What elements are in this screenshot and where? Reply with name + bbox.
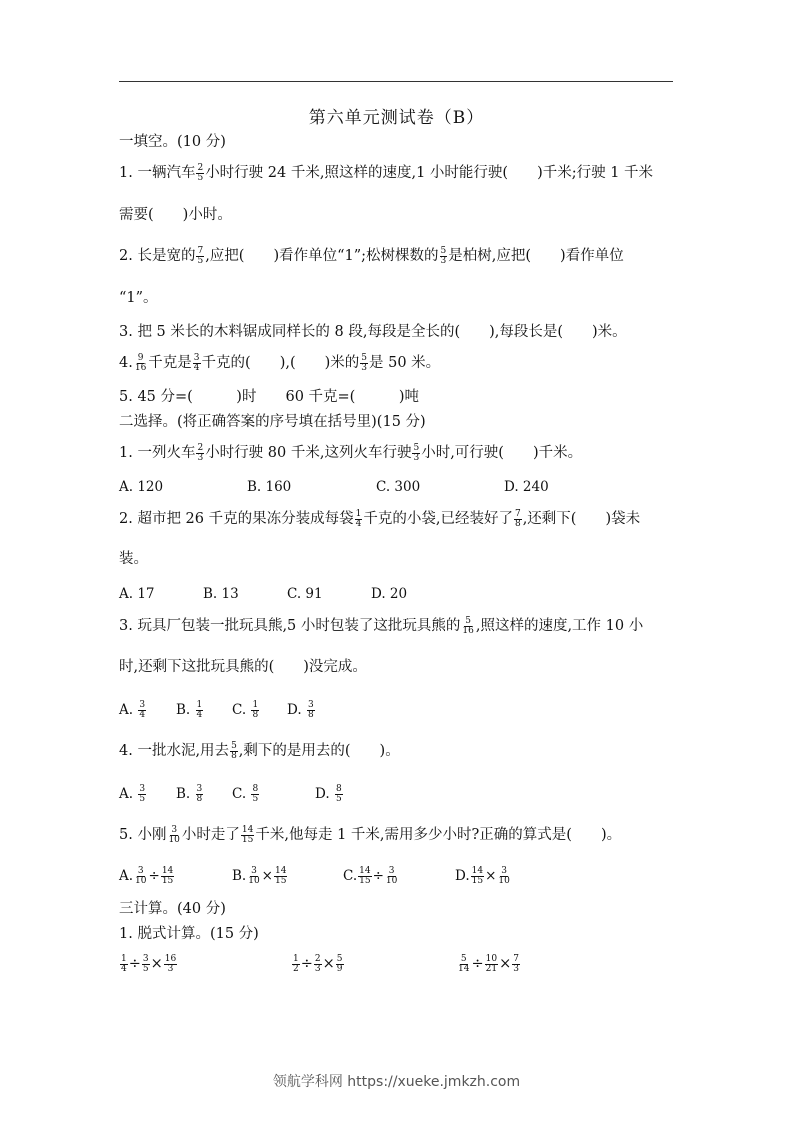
- fraction: [440, 247, 448, 266]
- denominator: 10: [168, 834, 180, 845]
- fraction: [457, 955, 470, 974]
- denominator: 8: [196, 794, 203, 804]
- operator: ÷: [148, 868, 160, 884]
- numerator: 3: [251, 866, 257, 876]
- fraction: [164, 955, 177, 974]
- calc-expression-2: [291, 954, 345, 974]
- numerator: 2: [197, 162, 204, 173]
- choice-q5-option-b: [232, 866, 288, 886]
- operator: ×: [485, 868, 497, 884]
- numerator: 14: [161, 866, 174, 876]
- numerator: 3: [388, 866, 395, 876]
- fraction: [514, 510, 522, 529]
- numerator: 3: [137, 866, 144, 876]
- numerator: 1: [252, 700, 259, 710]
- choice-q5-option-d: [455, 866, 512, 886]
- denominator: 10: [248, 876, 260, 886]
- text-run: 4.: [119, 355, 133, 371]
- choice-q3-line1: [119, 616, 643, 636]
- choice-q2-option-b: [203, 584, 239, 604]
- numerator: 10: [485, 953, 498, 964]
- numerator: 3: [196, 784, 203, 794]
- fraction: [196, 164, 204, 183]
- option-letter: C.: [232, 786, 251, 802]
- fraction: [196, 247, 204, 266]
- numerator: 14: [241, 824, 254, 835]
- fraction: [138, 701, 146, 720]
- text-run: ÷: [471, 956, 484, 972]
- choice-q5: [119, 825, 621, 845]
- fraction: [314, 955, 322, 974]
- option-text: C. 91: [287, 586, 323, 602]
- text-run: 2. 长是宽的: [119, 248, 196, 264]
- denominator: 15: [274, 876, 287, 886]
- fraction: [138, 785, 146, 804]
- text-run: ,照这样的速度,工作 10 小: [475, 618, 644, 634]
- choice-q2-option-a: [119, 584, 155, 604]
- numerator: 2: [314, 953, 321, 964]
- denominator: 4: [196, 710, 203, 720]
- option-text: D. 240: [504, 479, 549, 495]
- option-text: D. 20: [371, 586, 408, 602]
- numerator: 2: [197, 442, 204, 453]
- denominator: 10: [498, 876, 510, 886]
- fraction: [385, 867, 398, 886]
- numerator: 7: [197, 245, 204, 256]
- text-run: 4. 一批水泥,用去: [119, 743, 230, 759]
- denominator: 5: [197, 255, 204, 266]
- option-text: B. 160: [247, 479, 292, 495]
- fill-q4: [119, 353, 440, 373]
- option-text: A. 17: [119, 586, 155, 602]
- text-run: 1. 一辆汽车: [119, 165, 196, 181]
- option-letter: B.: [232, 868, 247, 884]
- numerator: 5: [413, 442, 420, 453]
- fill-q1-line2: [119, 205, 232, 225]
- denominator: 5: [197, 172, 204, 183]
- denominator: 15: [241, 834, 254, 845]
- text-run: 5. 45 分=( )时 60 千克=( )吨: [119, 389, 419, 405]
- choice-q5-option-a: [119, 866, 175, 886]
- text-run: 是柏树,应把( )看作单位: [448, 248, 624, 264]
- choice-q3-option-a: [119, 700, 147, 720]
- choice-q1-option-a: [119, 477, 163, 497]
- fraction: [134, 354, 147, 373]
- fill-q3: [119, 322, 627, 342]
- fraction: [196, 701, 204, 720]
- fill-q2-line2: [119, 288, 158, 308]
- calc-expression-1: [119, 954, 178, 974]
- option-letter: D.: [455, 868, 470, 884]
- fraction: [485, 955, 498, 974]
- numerator: 3: [171, 824, 178, 835]
- option-letter: B.: [176, 786, 195, 802]
- numerator: 3: [307, 700, 314, 710]
- fraction: [241, 826, 254, 845]
- fraction: [412, 444, 420, 463]
- text-run: “1”。: [119, 290, 158, 306]
- choice-q3-option-d: [287, 700, 316, 720]
- text-run: 小时行驶 80 千米,这列火车行驶: [205, 445, 412, 461]
- denominator: 5: [139, 794, 146, 804]
- text-run: 3. 把 5 米长的木料锯成同样长的 8 段,每段是全长的( ),每段长是( )米。: [119, 324, 627, 340]
- text-run: 5. 小刚: [119, 827, 167, 843]
- section-3-heading: [119, 899, 226, 919]
- denominator: 2: [293, 963, 299, 974]
- page-title: 第六单元测试卷（B）: [308, 108, 485, 128]
- text-run: 千克是: [148, 355, 192, 371]
- text-run: 千克的( ),( )米的: [201, 355, 360, 371]
- option-letter: C.: [343, 868, 358, 884]
- option-letter: C.: [232, 702, 251, 718]
- text-run: 小时,可行驶( )千米。: [421, 445, 583, 461]
- numerator: 5: [361, 352, 368, 363]
- denominator: 15: [161, 876, 174, 886]
- fraction: [336, 955, 344, 974]
- fraction: [292, 955, 300, 974]
- text-run: 装。: [119, 551, 148, 567]
- numerator: 14: [471, 866, 484, 876]
- choice-q4: [119, 741, 400, 761]
- choice-q2-option-d: [371, 584, 407, 604]
- option-letter: A.: [119, 786, 138, 802]
- section-1-heading: [119, 132, 226, 152]
- choice-q2-line1: [119, 509, 640, 529]
- text-run: ,应把( )看作单位“1”;松树棵数的: [205, 248, 439, 264]
- text-run: 小时走了: [181, 827, 240, 843]
- denominator: 8: [514, 518, 521, 529]
- fraction: [358, 867, 371, 886]
- text-run: ×: [499, 956, 512, 972]
- numerator: 7: [513, 953, 519, 964]
- denominator: 4: [139, 710, 146, 720]
- numerator: 5: [440, 245, 447, 256]
- denominator: 10: [135, 876, 147, 886]
- choice-q1: [119, 443, 582, 463]
- option-letter: D.: [315, 786, 334, 802]
- choice-q1-option-c: [376, 477, 420, 497]
- header-rule: [119, 81, 673, 82]
- numerator: 1: [355, 508, 362, 519]
- option-letter: B.: [176, 702, 195, 718]
- text-run: 二选择。(将正确答案的序号填在括号里)(15 分): [119, 414, 426, 430]
- denominator: 3: [440, 255, 447, 266]
- numerator: 1: [121, 953, 127, 964]
- numerator: 7: [514, 508, 521, 519]
- denominator: 16: [462, 625, 474, 636]
- choice-q4-option-d: [315, 784, 344, 804]
- text-run: 需要( )小时。: [119, 207, 232, 223]
- denominator: 3: [513, 963, 519, 974]
- denominator: 15: [359, 876, 371, 886]
- numerator: 5: [336, 953, 343, 964]
- calc-expression-3: [456, 954, 521, 974]
- denominator: 4: [193, 362, 200, 373]
- numerator: 3: [139, 700, 146, 710]
- denominator: 15: [471, 876, 484, 886]
- text-run: 是 50 米。: [369, 355, 441, 371]
- text-run: 一填空。(10 分): [119, 134, 226, 150]
- denominator: 14: [458, 963, 470, 974]
- option-text: A. 120: [119, 479, 164, 495]
- numerator: 16: [164, 953, 177, 964]
- text-run: 小时行驶 24 千米,照这样的速度,1 小时能行驶( )千米;行驶 1 千米: [205, 165, 654, 181]
- option-text: B. 13: [203, 586, 239, 602]
- option-letter: A.: [119, 702, 138, 718]
- numerator: 14: [359, 866, 371, 876]
- fraction: [360, 354, 368, 373]
- choice-q3-option-c: [232, 700, 260, 720]
- numerator: 1: [293, 953, 299, 964]
- fill-q2-line1: [119, 246, 624, 266]
- fraction: [251, 785, 259, 804]
- choice-q4-option-b: [176, 784, 204, 804]
- denominator: 21: [485, 963, 498, 974]
- fraction: [497, 867, 510, 886]
- fraction: [196, 444, 204, 463]
- choice-q1-option-d: [504, 477, 549, 497]
- fraction: [196, 785, 204, 804]
- fraction: [142, 955, 150, 974]
- denominator: 8: [307, 710, 314, 720]
- fraction: [307, 701, 315, 720]
- denominator: 3: [167, 963, 174, 974]
- denominator: 4: [355, 518, 362, 529]
- footer-watermark: 领航学科网 https://xueke.jmkzh.com: [272, 1074, 521, 1090]
- option-letter: D.: [287, 702, 306, 718]
- text-run: 1. 脱式计算。(15 分): [119, 926, 259, 942]
- text-run: 时,还剩下这批玩具熊的( )没完成。: [119, 659, 367, 675]
- fraction: [161, 867, 174, 886]
- denominator: 4: [121, 963, 127, 974]
- denominator: 3: [413, 452, 420, 463]
- numerator: 3: [139, 784, 146, 794]
- operator: ÷: [372, 868, 384, 884]
- choice-q4-option-c: [232, 784, 260, 804]
- choice-q2-line2: [119, 549, 148, 569]
- denominator: 3: [361, 362, 368, 373]
- choice-q3-line2: [119, 657, 367, 677]
- denominator: 5: [252, 794, 259, 804]
- denominator: 5: [142, 963, 149, 974]
- fraction: [230, 742, 238, 761]
- fraction: [134, 867, 147, 886]
- choice-q4-option-a: [119, 784, 147, 804]
- numerator: 5: [460, 953, 467, 964]
- text-run: 三计算。(40 分): [119, 901, 226, 917]
- denominator: 10: [385, 876, 398, 886]
- text-run: 2. 超市把 26 千克的果冻分装成每袋: [119, 511, 354, 527]
- text-run: 1. 一列火车: [119, 445, 196, 461]
- numerator: 14: [274, 866, 287, 876]
- denominator: 5: [335, 794, 342, 804]
- operator: ×: [261, 868, 273, 884]
- choice-q2-option-c: [287, 584, 323, 604]
- denominator: 8: [231, 750, 237, 761]
- text-run: 3. 玩具厂包装一批玩具熊,5 小时包装了这批玩具熊的: [119, 618, 461, 634]
- fraction: [355, 510, 363, 529]
- text-run: 千米,他每走 1 千米,需用多少小时?正确的算式是( )。: [255, 827, 622, 843]
- denominator: 3: [314, 963, 321, 974]
- denominator: 9: [336, 963, 343, 974]
- fraction: [251, 701, 259, 720]
- numerator: 3: [501, 866, 507, 876]
- numerator: 5: [465, 615, 471, 626]
- text-run: ,还剩下( )袋未: [522, 511, 641, 527]
- fraction: [193, 354, 201, 373]
- numerator: 9: [137, 352, 144, 363]
- section-2-heading: [119, 412, 426, 432]
- option-text: C. 300: [376, 479, 421, 495]
- text-run: ×: [150, 956, 163, 972]
- choice-q3-option-b: [176, 700, 204, 720]
- denominator: 8: [252, 710, 259, 720]
- calc-expressions-row: [110, 950, 710, 978]
- fill-q5: [119, 387, 419, 407]
- numerator: 3: [193, 352, 200, 363]
- numerator: 1: [196, 700, 203, 710]
- text-run: ,剩下的是用去的( )。: [238, 743, 400, 759]
- fraction: [461, 617, 474, 636]
- choice-q1-option-b: [247, 477, 291, 497]
- fraction: [512, 955, 520, 974]
- denominator: 16: [134, 362, 147, 373]
- calc-sub1-heading: [119, 924, 259, 944]
- numerator: 8: [252, 784, 259, 794]
- fraction: [120, 955, 128, 974]
- choice-q5-option-c: [343, 866, 399, 886]
- fill-q1-line1: [119, 163, 653, 183]
- numerator: 3: [142, 953, 149, 964]
- text-run: ÷: [300, 956, 313, 972]
- fraction: [167, 826, 180, 845]
- fraction: [274, 867, 287, 886]
- text-run: 千克的小袋,已经装好了: [363, 511, 513, 527]
- numerator: 5: [231, 740, 237, 751]
- fraction: [471, 867, 484, 886]
- text-run: ×: [322, 956, 335, 972]
- fraction: [247, 867, 260, 886]
- text-run: ÷: [128, 956, 141, 972]
- numerator: 8: [335, 784, 342, 794]
- option-letter: A.: [119, 868, 134, 884]
- fraction: [335, 785, 343, 804]
- denominator: 3: [197, 452, 204, 463]
